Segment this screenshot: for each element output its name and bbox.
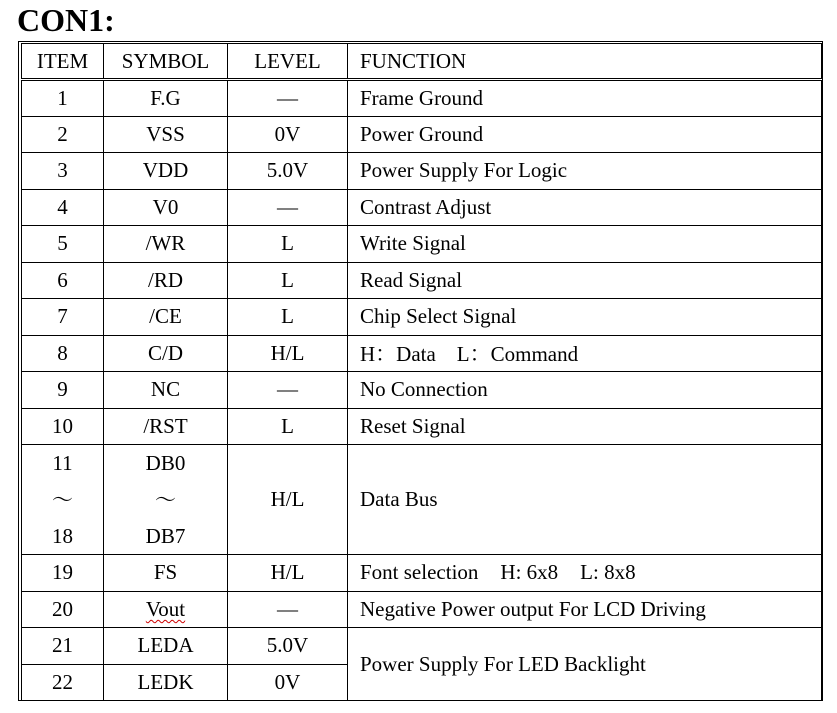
cell-item: 22 <box>22 664 104 701</box>
item-range-end: 18 <box>52 524 73 548</box>
cell-function <box>348 555 822 592</box>
font-selection-label: Font selection <box>360 560 479 585</box>
cell-item: 6 <box>22 262 104 299</box>
item-range-separator: ～ <box>52 487 73 512</box>
vout-symbol: Vout <box>145 596 186 621</box>
symbol-range-end: DB7 <box>145 524 186 548</box>
cell-function: H：Data L：Command <box>348 335 822 372</box>
table-row <box>22 299 822 336</box>
table-row <box>22 628 822 665</box>
table-row <box>22 262 822 299</box>
cell-level: H/L <box>228 555 348 592</box>
cell-item: 7 <box>22 299 104 336</box>
cell-level: — <box>228 591 348 628</box>
symbol-range-start: DB0 <box>145 451 186 475</box>
cell-symbol-range <box>104 445 228 555</box>
pin-definition-table <box>21 43 822 701</box>
table-row <box>22 226 822 263</box>
cell-item: 20 <box>22 591 104 628</box>
cell-function: Power Supply For Logic <box>348 153 822 190</box>
table-row <box>22 80 822 117</box>
cell-level: 0V <box>228 116 348 153</box>
cell-item: 4 <box>22 189 104 226</box>
cell-level: L <box>228 226 348 263</box>
table-row <box>22 408 822 445</box>
cell-symbol: VSS <box>104 116 228 153</box>
cell-level: H/L <box>228 335 348 372</box>
cell-level: 5.0V <box>228 153 348 190</box>
cell-level: 5.0V <box>228 628 348 665</box>
cell-symbol: /RD <box>104 262 228 299</box>
cell-symbol: NC <box>104 372 228 409</box>
table-row <box>22 555 822 592</box>
cell-symbol: V0 <box>104 189 228 226</box>
cell-function: Power Supply For LED Backlight <box>348 628 822 701</box>
cell-function: Power Ground <box>348 116 822 153</box>
cell-level: L <box>228 262 348 299</box>
cell-level: — <box>228 372 348 409</box>
cell-level: 0V <box>228 664 348 701</box>
cell-function: Read Signal <box>348 262 822 299</box>
table-title: CON1: <box>17 2 115 38</box>
cell-item: 5 <box>22 226 104 263</box>
symbol-range-separator: ～ <box>155 487 176 512</box>
table-row <box>22 335 822 372</box>
cell-level: L <box>228 299 348 336</box>
cell-symbol: /WR <box>104 226 228 263</box>
cell-level: H/L <box>228 445 348 555</box>
cell-symbol: /CE <box>104 299 228 336</box>
cell-function: Write Signal <box>348 226 822 263</box>
table-row <box>22 116 822 153</box>
cell-item: 19 <box>22 555 104 592</box>
cell-item: 21 <box>22 628 104 665</box>
cell-function: Reset Signal <box>348 408 822 445</box>
cell-item: 2 <box>22 116 104 153</box>
item-range-start: 11 <box>52 451 73 475</box>
font-option-low: L: 8x8 <box>580 560 636 585</box>
cell-level: L <box>228 408 348 445</box>
cell-item-range <box>22 445 104 555</box>
cell-function: Contrast Adjust <box>348 189 822 226</box>
cell-symbol: LEDK <box>104 664 228 701</box>
cell-symbol <box>104 591 228 628</box>
header-function: FUNCTION <box>348 44 822 80</box>
font-option-high: H: 6x8 <box>500 560 559 585</box>
cell-function: Negative Power output For LCD Driving <box>348 591 822 628</box>
cell-symbol: C/D <box>104 335 228 372</box>
table-row <box>22 591 822 628</box>
table-row <box>22 372 822 409</box>
cell-item: 1 <box>22 80 104 117</box>
header-level: LEVEL <box>228 44 348 80</box>
cell-function: Data Bus <box>348 445 822 555</box>
cell-item: 8 <box>22 335 104 372</box>
cell-symbol: LEDA <box>104 628 228 665</box>
cell-function: Frame Ground <box>348 80 822 117</box>
cell-level: — <box>228 80 348 117</box>
header-row <box>22 44 822 80</box>
cell-symbol: /RST <box>104 408 228 445</box>
cell-item: 10 <box>22 408 104 445</box>
cell-item: 3 <box>22 153 104 190</box>
cell-item: 9 <box>22 372 104 409</box>
header-item: ITEM <box>22 44 104 80</box>
cell-symbol: FS <box>104 555 228 592</box>
data-bus-row <box>22 445 822 555</box>
header-symbol: SYMBOL <box>104 44 228 80</box>
table-row <box>22 153 822 190</box>
cell-level: — <box>228 189 348 226</box>
cell-symbol: VDD <box>104 153 228 190</box>
cell-symbol: F.G <box>104 80 228 117</box>
cell-function: No Connection <box>348 372 822 409</box>
cell-function: Chip Select Signal <box>348 299 822 336</box>
table-row <box>22 189 822 226</box>
